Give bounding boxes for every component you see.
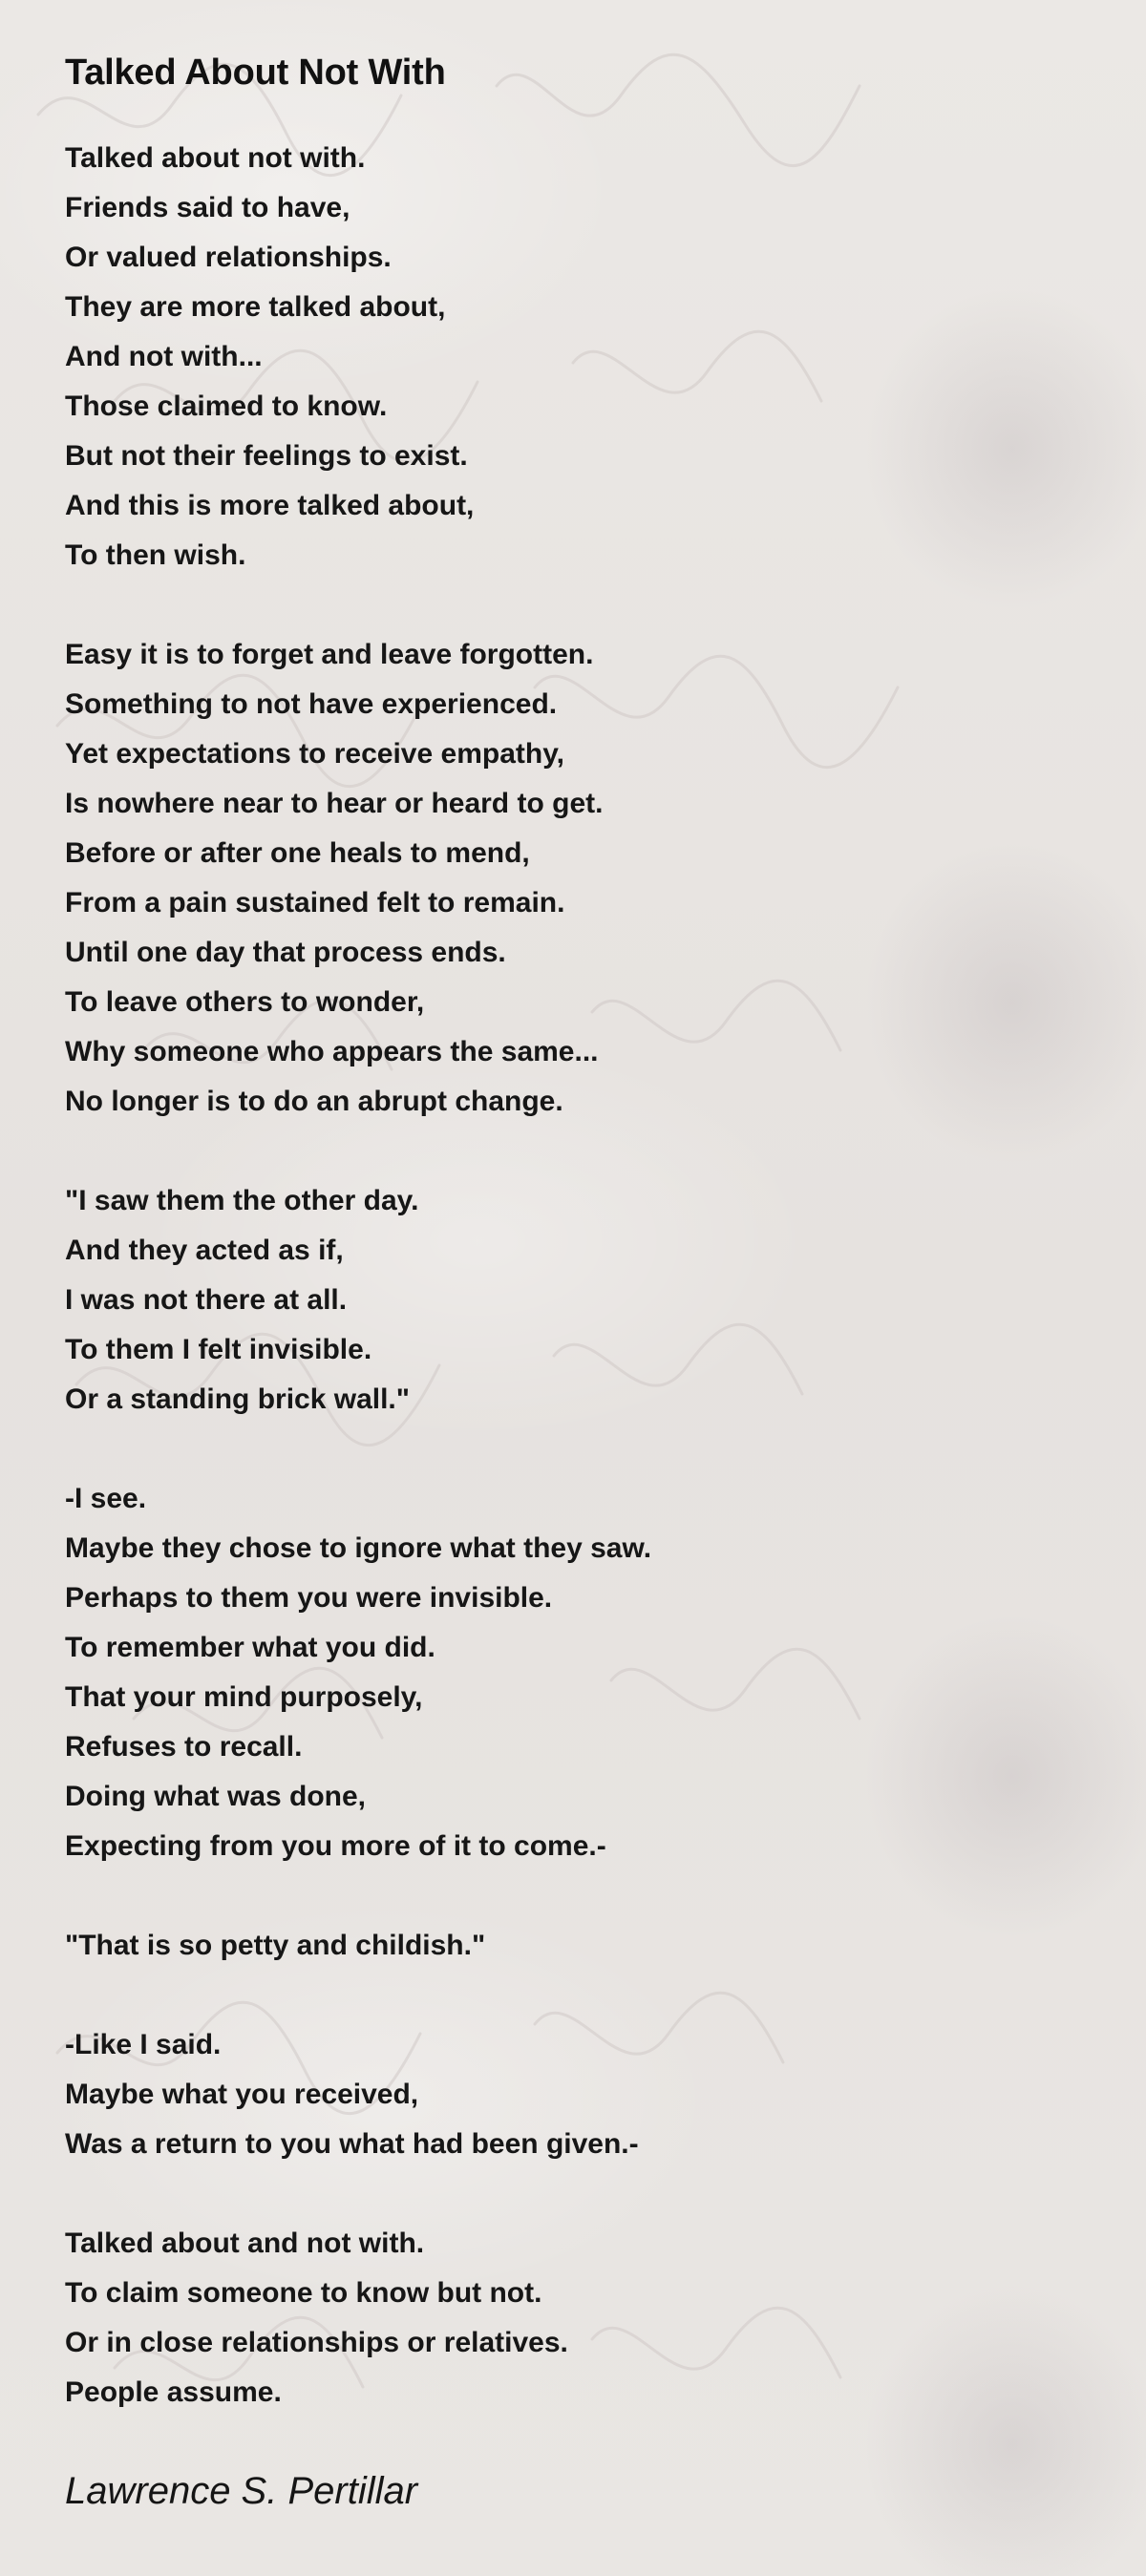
poem-line: -I see. — [65, 1483, 147, 1514]
poem-line: "I saw them the other day. — [65, 1185, 419, 1216]
poem-title: Talked About Not With — [65, 53, 446, 93]
poem-line: No longer is to do an abrupt change. — [65, 1086, 563, 1117]
poem-line: Talked about and not with. — [65, 2228, 425, 2259]
poem-line: -Like I said. — [65, 2029, 222, 2060]
poem-line: "That is so petty and childish." — [65, 1930, 486, 1961]
poem-line: Those claimed to know. — [65, 391, 388, 422]
poem-line: Before or after one heals to mend, — [65, 837, 530, 869]
poem-line: To leave others to wonder, — [65, 986, 425, 1018]
poem-line: People assume. — [65, 2376, 282, 2408]
poem-line: Or in close relationships or relatives. — [65, 2327, 568, 2358]
poem-line: To claim someone to know but not. — [65, 2277, 542, 2309]
poem-line: And this is more talked about, — [65, 490, 475, 521]
poem-line: Doing what was done, — [65, 1781, 367, 1812]
poem-line: And not with... — [65, 341, 263, 372]
poem-line: Easy it is to forget and leave forgotten. — [65, 639, 594, 670]
poem-content — [65, 50, 1096, 2515]
poem-line: Or valued relationships. — [65, 242, 392, 273]
poem-line: Refuses to recall. — [65, 1731, 303, 1763]
stanza-6 — [65, 2020, 1096, 2169]
stanza-3 — [65, 1176, 1096, 1425]
poem-line: And they acted as if, — [65, 1235, 344, 1266]
poem-line: Expecting from you more of it to come.- — [65, 1830, 606, 1862]
poem-line: But not their feelings to exist. — [65, 440, 468, 472]
poem-line: Or a standing brick wall." — [65, 1383, 410, 1415]
poem-line: Is nowhere near to hear or heard to get. — [65, 788, 604, 819]
stanza-7 — [65, 2219, 1096, 2418]
poem-line: Why someone who appears the same... — [65, 1036, 599, 1067]
poem-line: Something to not have experienced. — [65, 688, 558, 720]
poem-line: That your mind purposely, — [65, 1681, 423, 1713]
stanza-2 — [65, 630, 1096, 1127]
poem-line: Friends said to have, — [65, 192, 350, 223]
poem-line: Maybe what you received, — [65, 2079, 419, 2110]
poem-author: Lawrence S. Pertillar — [65, 2470, 418, 2512]
poem-line: They are more talked about, — [65, 291, 446, 323]
poem-line: Was a return to you what had been given.- — [65, 2128, 639, 2160]
poem-line: I was not there at all. — [65, 1284, 348, 1316]
stanza-4 — [65, 1474, 1096, 1871]
stanza-1 — [65, 134, 1096, 581]
poem-line: From a pain sustained felt to remain. — [65, 887, 565, 918]
poem-line: Talked about not with. — [65, 142, 366, 174]
poem-line: Perhaps to them you were invisible. — [65, 1582, 553, 1614]
poem-line: Yet expectations to receive empathy, — [65, 738, 564, 770]
poem-line: Until one day that process ends. — [65, 937, 506, 968]
poem-line: To then wish. — [65, 539, 246, 571]
poem-line: To them I felt invisible. — [65, 1334, 372, 1365]
poem-line: Maybe they chose to ignore what they saw. — [65, 1532, 652, 1564]
poem-line: To remember what you did. — [65, 1632, 435, 1663]
stanza-5 — [65, 1921, 1096, 1971]
